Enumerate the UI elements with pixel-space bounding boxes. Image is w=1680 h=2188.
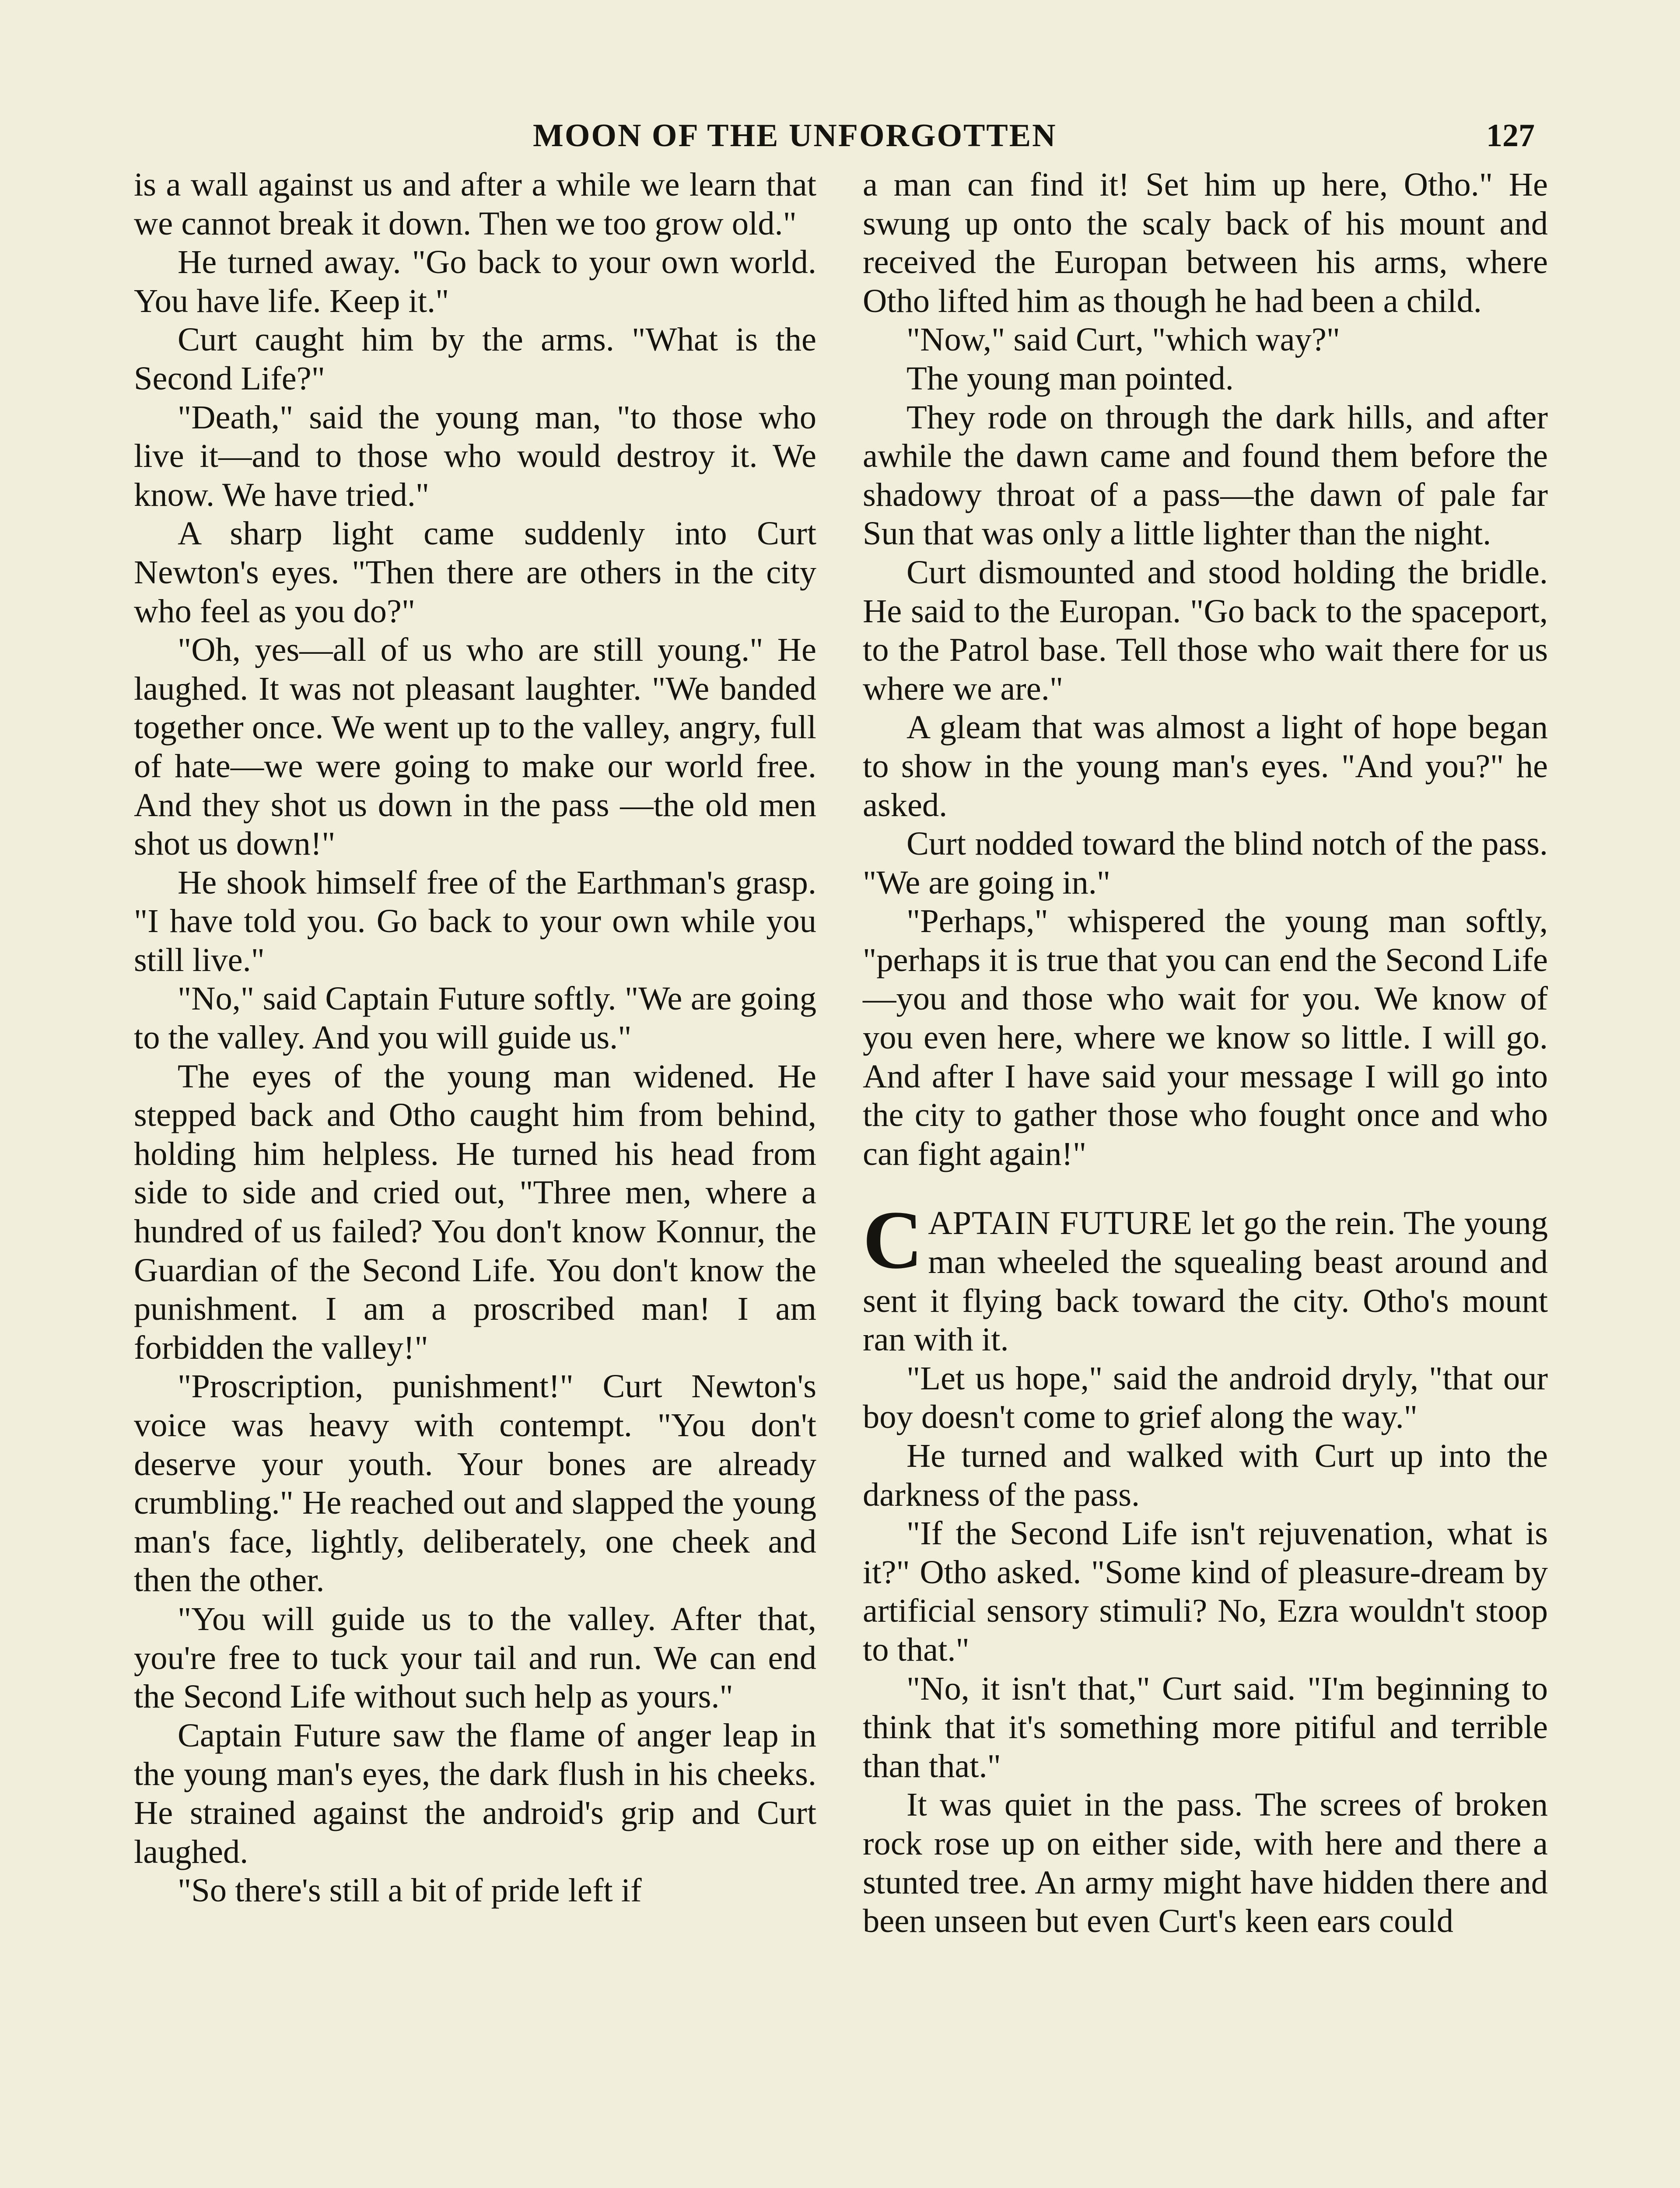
paragraph: a man can find it! Set him up here, Otho." He swung up onto the scaly back of his mount and received the Europan between his arms, where Otho lifted him as though he had been a child. xyxy=(863,166,1548,319)
paragraph: "If the Second Life isn't rejuvenation, what is it?" Otho asked. "Some kind of pleasure-dream by artificial sensory stimuli? No, Ezra wouldn't stoop to that." xyxy=(863,1515,1548,1668)
paragraph: Curt nodded toward the blind notch of the pass. "We are going in." xyxy=(863,825,1548,901)
paragraph: Captain Future saw the flame of anger leap in the young man's eyes, the dark flush in his cheeks. He strained against the android's grip and Curt laughed. xyxy=(134,1716,816,1870)
page-number: 127 xyxy=(1486,118,1535,154)
right-text-column xyxy=(863,165,1548,1941)
paragraph: He shook himself free of the Earthman's grasp. "I have told you. Go back to your own while you still live." xyxy=(134,863,816,978)
lead-in-small-caps: APTAIN FUTURE xyxy=(928,1204,1193,1242)
paragraph: "No, it isn't that," Curt said. "I'm beginning to think that it's something more pitiful and terrible than that." xyxy=(863,1669,1548,1785)
paragraph: "Proscription, punishment!" Curt Newton's voice was heavy with contempt. "You don't deserve your youth. Your bones are already crumbling." He reached out and slapped the young man's face, lightly, deliberately, one cheek and then the other. xyxy=(134,1368,816,1599)
paragraph: "No," said Captain Future softly. "We are going to the valley. And you will guide us." xyxy=(134,980,816,1056)
paragraph: is a wall against us and after a while we learn that we cannot break it down. Then we too grow old." xyxy=(134,166,816,242)
paragraph: "Death," said the young man, "to those who live it—and to those who would destroy it. We know. We have tried." xyxy=(134,398,816,513)
paragraph: A gleam that was almost a light of hope began to show in the young man's eyes. "And you?" he asked. xyxy=(863,708,1548,824)
paragraph: "Oh, yes—all of us who are still young." He laughed. It was not pleasant laughter. "We banded together once. We went up to the valley, angry, full of hate—we were going to make our world free. And they shot us down in the pass —the old men shot us down!" xyxy=(134,631,816,863)
running-head-title: MOON OF THE UNFORGOTTEN xyxy=(533,118,1057,154)
left-text-column xyxy=(134,165,816,1910)
paragraph: "Now," said Curt, "which way?" xyxy=(906,321,1340,358)
paragraph: "So there's still a bit of pride left if xyxy=(178,1872,642,1909)
paragraph: Curt caught him by the arms. "What is the Second Life?" xyxy=(134,321,816,397)
paragraph: "Perhaps," whispered the young man softly, "perhaps it is true that you can end the Second Life—you and those who wait for you. We know of you even here, where we know so little. I will go. And after I have said your message I will go into the city to gather those who fought once and who can fight again!" xyxy=(863,902,1548,1172)
paragraph: He turned and walked with Curt up into the darkness of the pass. xyxy=(863,1437,1548,1513)
section-opening-text: let go the rein. The young man wheeled the squealing beast around and sent it flying back toward the city. Otho's mount ran with it. xyxy=(863,1204,1548,1358)
section-opening-paragraph xyxy=(863,1194,1548,1359)
paragraph: Curt dismounted and stood holding the bridle. He said to the Europan. "Go back to the spaceport, to the Patrol base. Tell those who wait there for us where we are." xyxy=(863,553,1548,707)
paragraph: They rode on through the dark hills, and after awhile the dawn came and found them before the shadowy throat of a pass—the dawn of pale far Sun that was only a little lighter than the night. xyxy=(863,398,1548,552)
paragraph: "Let us hope," said the android dryly, "that our boy doesn't come to grief along the way." xyxy=(863,1359,1548,1436)
paragraph: The young man pointed. xyxy=(906,359,1234,397)
paragraph: "You will guide us to the valley. After that, you're free to tuck your tail and run. We can end the Second Life without such help as yours." xyxy=(134,1600,816,1715)
paragraph: A sharp light came suddenly into Curt Newton's eyes. "Then there are others in the city who feel as you do?" xyxy=(134,515,816,630)
paragraph: The eyes of the young man widened. He stepped back and Otho caught him from behind, holding him helpless. He turned his head from side to side and cried out, "Three men, where a hundred of us failed? You don't know Konnur, the Guardian of the Second Life. You don't know the punishment. I am a proscribed man! I am forbidden the valley!" xyxy=(134,1057,816,1366)
drop-cap: C xyxy=(863,1194,923,1287)
paragraph: He turned away. "Go back to your own world. You have life. Keep it." xyxy=(134,243,816,319)
paragraph: It was quiet in the pass. The screes of broken rock rose up on either side, with here and there a stunted tree. An army might have hidden there and been unseen but even Curt's keen ears could xyxy=(863,1786,1548,1940)
